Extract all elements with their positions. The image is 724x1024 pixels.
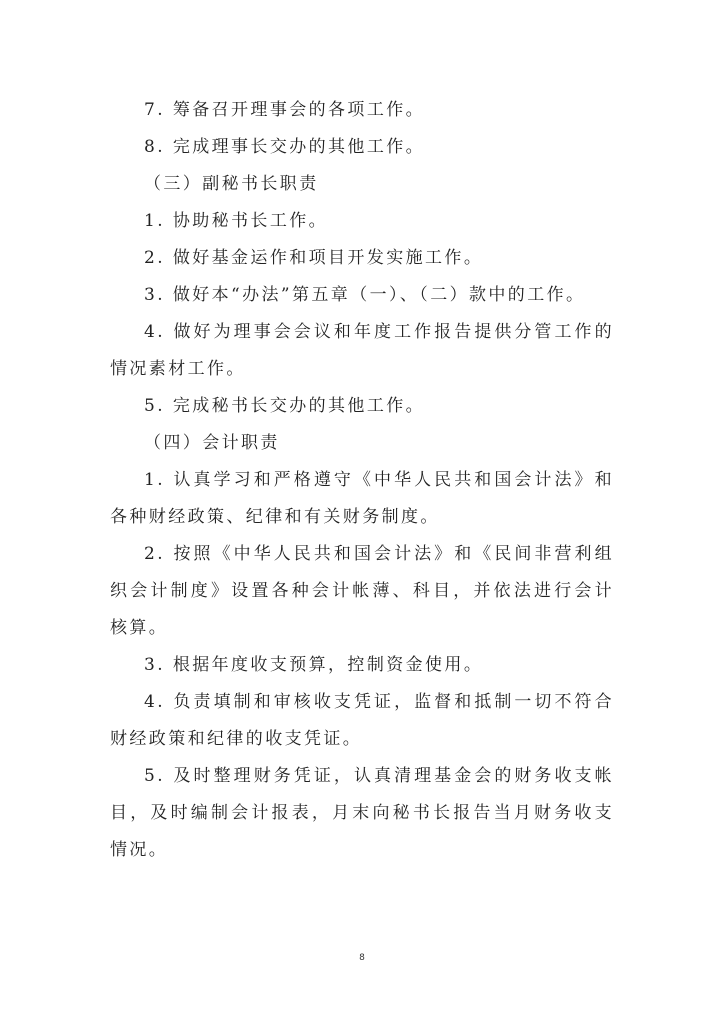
paragraph-accounting-2: 2. 按照《中华人民共和国会计法》和《民间非营利组织会计制度》设置各种会计帐薄、科目，并依法进行会计核算。 bbox=[110, 544, 614, 638]
paragraph-accounting-5: 5. 及时整理财务凭证，认真清理基金会的财务收支帐目，及时编制会计报表，月末向秘书长报告当月财务收支情况。 bbox=[110, 766, 614, 860]
document-body bbox=[110, 92, 614, 869]
paragraph-deputy-5: 5. 完成秘书长交办的其他工作。 bbox=[144, 396, 426, 416]
paragraph-accounting-3: 3. 根据年度收支预算，控制资金使用。 bbox=[144, 655, 484, 675]
paragraph-accounting-4: 4. 负责填制和审核收支凭证，监督和抵制一切不符合财经政策和纪律的收支凭证。 bbox=[110, 692, 614, 749]
page-number: 8 bbox=[359, 953, 365, 963]
section-heading-deputy-secretary: （三）副秘书长职责 bbox=[144, 174, 319, 194]
paragraph-deputy-4: 4. 做好为理事会会议和年度工作报告提供分管工作的情况素材工作。 bbox=[110, 322, 614, 379]
paragraph-deputy-1: 1. 协助秘书长工作。 bbox=[144, 211, 329, 231]
paragraph-item-8: 8. 完成理事长交办的其他工作。 bbox=[144, 137, 426, 157]
paragraph-deputy-2: 2. 做好基金运作和项目开发实施工作。 bbox=[144, 248, 484, 268]
paragraph-item-7: 7. 筹备召开理事会的各项工作。 bbox=[144, 100, 426, 120]
paragraph-deputy-3: 3. 做好本“办法”第五章（一）、（二）款中的工作。 bbox=[144, 285, 586, 305]
section-heading-accounting: （四）会计职责 bbox=[144, 433, 280, 453]
paragraph-accounting-1: 1. 认真学习和严格遵守《中华人民共和国会计法》和各种财经政策、纪律和有关财务制度。 bbox=[110, 470, 614, 527]
